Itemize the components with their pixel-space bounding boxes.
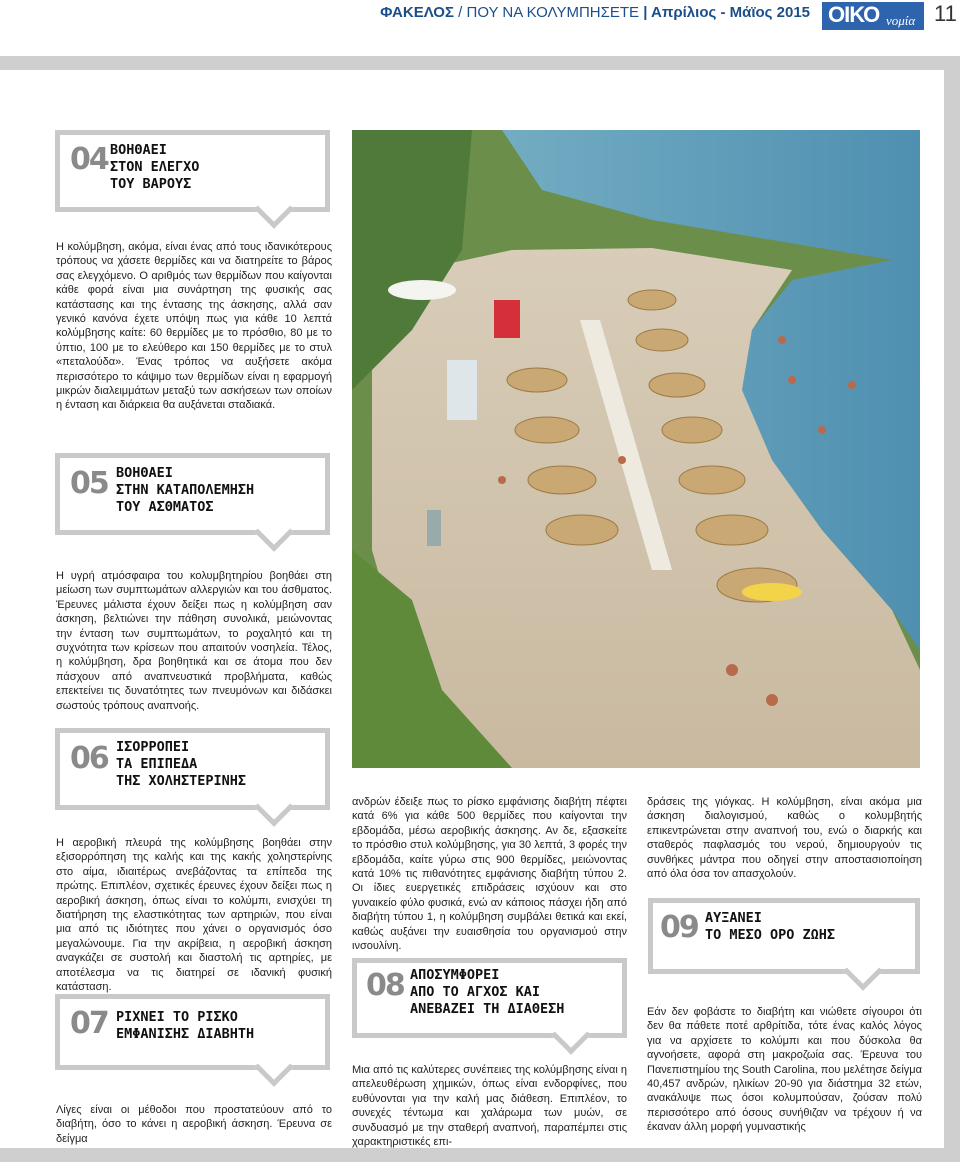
title-line: ΙΣΟΡΡΟΠΕΙ [116, 739, 190, 755]
title-line: ΑΠΟΣΥΜΦΟΡΕΙ [410, 967, 500, 983]
header-topic: ΠΟΥ ΝΑ ΚΟΛΥΜΠΗΣΕΤΕ [466, 4, 640, 21]
title-line: ΤΟ ΜΕΣΟ ΟΡΟ ΖΩΗΣ [705, 927, 836, 943]
title-line: ΣΤΟΝ ΕΛΕΓΧΟ [110, 159, 200, 175]
beach-scene-illustration [352, 130, 920, 768]
oikonomia-logo [822, 2, 924, 30]
section-08-continued-text: δράσεις της γιόγκας. Η κολύμβηση, είναι ακόμα μια άσκηση διαλογισμού, καθώς ο κολυμβητής επικεντρώνεται στην αναπνοή του, ενώ ο διαρκής και σταθερός παφλασμός του νερού, δημιουργούν τις συνθήκες μάντρα που οδηγεί στην αποστασιοποίηση από όλα όσα τον απασχολούν. [647, 796, 922, 881]
section-04-title [110, 142, 199, 193]
section-09-text: Εάν δεν φοβάστε το διαβήτη και νιώθετε σίγουροι ότι δεν θα πάθετε ποτέ αρθρίτιδα, τότε ένας καλός λόγος για να αρχίσετε το κολύμπι και που δύσκολα θα αγνοήσετε, αφορά στη μακροζωία σας. Έρευνα του Πανεπιστημίου της South Carolina, που μελέτησε δείγμα 40,457 ανδρών, ηλικίων 20-90 για διάστημα 32 ετών, ανακάλυψε πως όσοι κολυμπούσαν, ζούσαν πολύ περισσότερο από όσους συνήθιζαν να τρέχουν ή να έκαναν άλλη μορφή γυμναστικής [647, 1006, 922, 1134]
section-04-number: 04 [70, 142, 108, 177]
speech-tail [254, 787, 294, 827]
title-line: ΤΟΥ ΑΣΘΜΑΤΟΣ [116, 499, 214, 515]
section-06-text: Η αεροβική πλευρά της κολύμβησης βοηθάει στην εξισορρόπηση της καλής και της κακής χοληστερίνης στο αίμα, ιδιαιτέρως ανεβάζοντας τα επίπεδα της πρώτης. Επιπλέον, σχετικές έρευνες έχουν δείξει πως η αεροβική άσκηση, όπως είναι το κολύμπι, ενισχύει τη διατήρηση της ελαστικότητας των αρτηριών, που είναι μια από τις ιδιότητες που χάνει ο οργανισμός όσο μεγαλώνουμε. Για την ακρίβεια, η αεροβική άσκηση αναγκάζει σε συστολή και διαστολή τις αρτηρίες, με αποτέλεσμα να τις διατηρεί σε ιδανική φυσική κατάσταση. [56, 837, 332, 994]
section-05-text: Η υγρή ατμόσφαιρα του κολυμβητηρίου βοηθάει στη μείωση των συμπτωμάτων αλλεργιών και του άσθματος. Έρευνες μάλιστα έχουν δείξει πως η κολύμβηση σαν άσκηση, βελτιώνει την πάθηση συνολικά, μειώνοντας την ένταση των συμπτωμάτων, το ροχαλητό και τη συχνότητα των κρίσεων που απαιτούν νοσηλεία. Τέλος, η κολύμβηση, δρα βοηθητικά και σε άτομα που δεν πάσχουν από αναπνευστικά προβλήματα, καθώς επεκτείνει τις δυνατότητες των πνευμόνων και διδάσκει σωστούς τρόπους αναπνοής. [56, 570, 332, 712]
title-line: ΑΠΟ ΤΟ ΑΓΧΟΣ ΚΑΙ [410, 984, 541, 1000]
page-number: 11 [934, 1, 957, 26]
speech-tail [254, 189, 294, 229]
section-05-title [116, 465, 254, 516]
section-09-number: 09 [660, 910, 698, 945]
speech-tail [843, 951, 883, 991]
title-line: ΣΤΗΝ ΚΑΤΑΠΟΛΕΜΗΣΗ [116, 482, 255, 498]
section-06-title [116, 739, 246, 790]
section-04-text: Η κολύμβηση, ακόμα, είναι ένας από τους ιδανικότερους τρόπους να χάσετε θερμίδες και να διατηρείτε το βάρος σας ελεγχόμενο. Ο αριθμός των θερμίδων που καίγονται κάθε φορά είναι μια συνάρτηση της φυσικής σας κατάστασης και της έντασης της άσκησης, αλλά σαν γενικό κανόνα έχετε υπόψη πως για κάθε 10 λεπτά κολύμβησης καίτε: 60 θερμίδες με το πρόσθιο, 80 με το ύπτιο, 100 με το ελεύθερο και 150 θερμίδες με το στυλ «πεταλούδα». Ένας τρόπος να αυξήσετε ακόμα περισσότερο το κάψιμο των θερμίδων είναι η εφαρμογή μικρών διαλειμμάτων μεταξύ των ασκήσεων των οποίων η ένταση και διάρκεια θα αυξάνεται σταδιακά. [56, 241, 332, 412]
header-title [380, 4, 810, 21]
header-issue: Απρίλιος - Μάϊος 2015 [651, 4, 810, 21]
section-09-title [705, 910, 835, 944]
title-line: ΑΝΕΒΑΖΕΙ ΤΗ ΔΙΑΘΕΣΗ [410, 1001, 565, 1017]
section-08-text: Μια από τις καλύτερες συνέπειες της κολύμβησης είναι η απελευθέρωση χημικών, όπως είναι ενδορφίνες, που ευθύνονται για την καλή μας διάθεση. Επιπλέον, το συνεχές τέντωμα και χαλάρωμα των μυών, σε συνδυασμό με την σταθερή αναπνοή, παραπέμπει στις χαρακτηριστικές επι- [352, 1064, 627, 1149]
bottom-frame-rule [0, 1148, 960, 1162]
section-08-number: 08 [366, 968, 404, 1003]
title-line: ΑΥΞΑΝΕΙ [705, 910, 762, 926]
speech-tail [551, 1015, 591, 1055]
speech-tail [254, 1047, 294, 1087]
logo-sub-text: νομία [886, 13, 916, 28]
title-line: ΡΙΧΝΕΙ ΤΟ ΡΙΣΚΟ [116, 1009, 238, 1025]
section-08-title [410, 967, 564, 1018]
beach-photo [352, 130, 920, 768]
title-line: ΤΗΣ ΧΟΛΗΣΤΕΡΙΝΗΣ [116, 773, 247, 789]
speech-tail [254, 512, 294, 552]
header-separator: / [453, 4, 467, 21]
logo-main-text: ΟΙΚΟ [828, 2, 880, 27]
title-line: ΤΑ ΕΠΙΠΕΔΑ [116, 756, 198, 772]
section-07-continued-text: ανδρών έδειξε πως το ρίσκο εμφάνισης διαβήτη πέφτει κατά 6% για κάθε 500 θερμίδες που καίγονται την εβδομάδα, μέσω αεροβικής άσκησης. Αν δε, εξασκείτε το πρόσθιο στυλ κολύμβησης, για 30 λεπτά, 3 φορές την εβδομάδα, καίτε γύρω στις 900 θερμίδες, μειώνοντας κατά 10% τις πιθανότητες εμφάνισης διαβήτη τύπου 2. Οι ίδιες ευεργετικές επιδράσεις ισχύουν και στο γυναικείο φύλο φυσικά, ενώ αν κάποιος πάσχει ήδη από διαβήτη τύπου 1, η κολύμβηση συμβάλει θετικά και εκεί, καθώς αυξάνει την ευαισθησία του οργανισμού στην ινσουλίνη. [352, 796, 627, 953]
title-line: ΒΟΗΘΑΕΙ [110, 142, 167, 158]
title-line: ΒΟΗΘΑΕΙ [116, 465, 173, 481]
title-line: ΕΜΦΑΝΙΣΗΣ ΔΙΑΒΗΤΗ [116, 1026, 255, 1042]
right-frame-rule [944, 56, 960, 1162]
top-frame-rule [0, 56, 960, 70]
section-05-number: 05 [70, 466, 108, 501]
section-06-number: 06 [70, 741, 108, 776]
section-07-title [116, 1009, 254, 1043]
section-07-number: 07 [70, 1006, 108, 1041]
title-line: ΤΟΥ ΒΑΡΟΥΣ [110, 176, 192, 192]
page-header [0, 0, 960, 32]
header-bar: | [639, 4, 652, 21]
header-section: ΦΑΚΕΛΟΣ [380, 4, 454, 21]
section-07-text: Λίγες είναι οι μέθοδοι που προστατεύουν από το διαβήτη, όσο το κάνει η αεροβική άσκηση. Έρευνα σε δείγμα [56, 1104, 332, 1145]
